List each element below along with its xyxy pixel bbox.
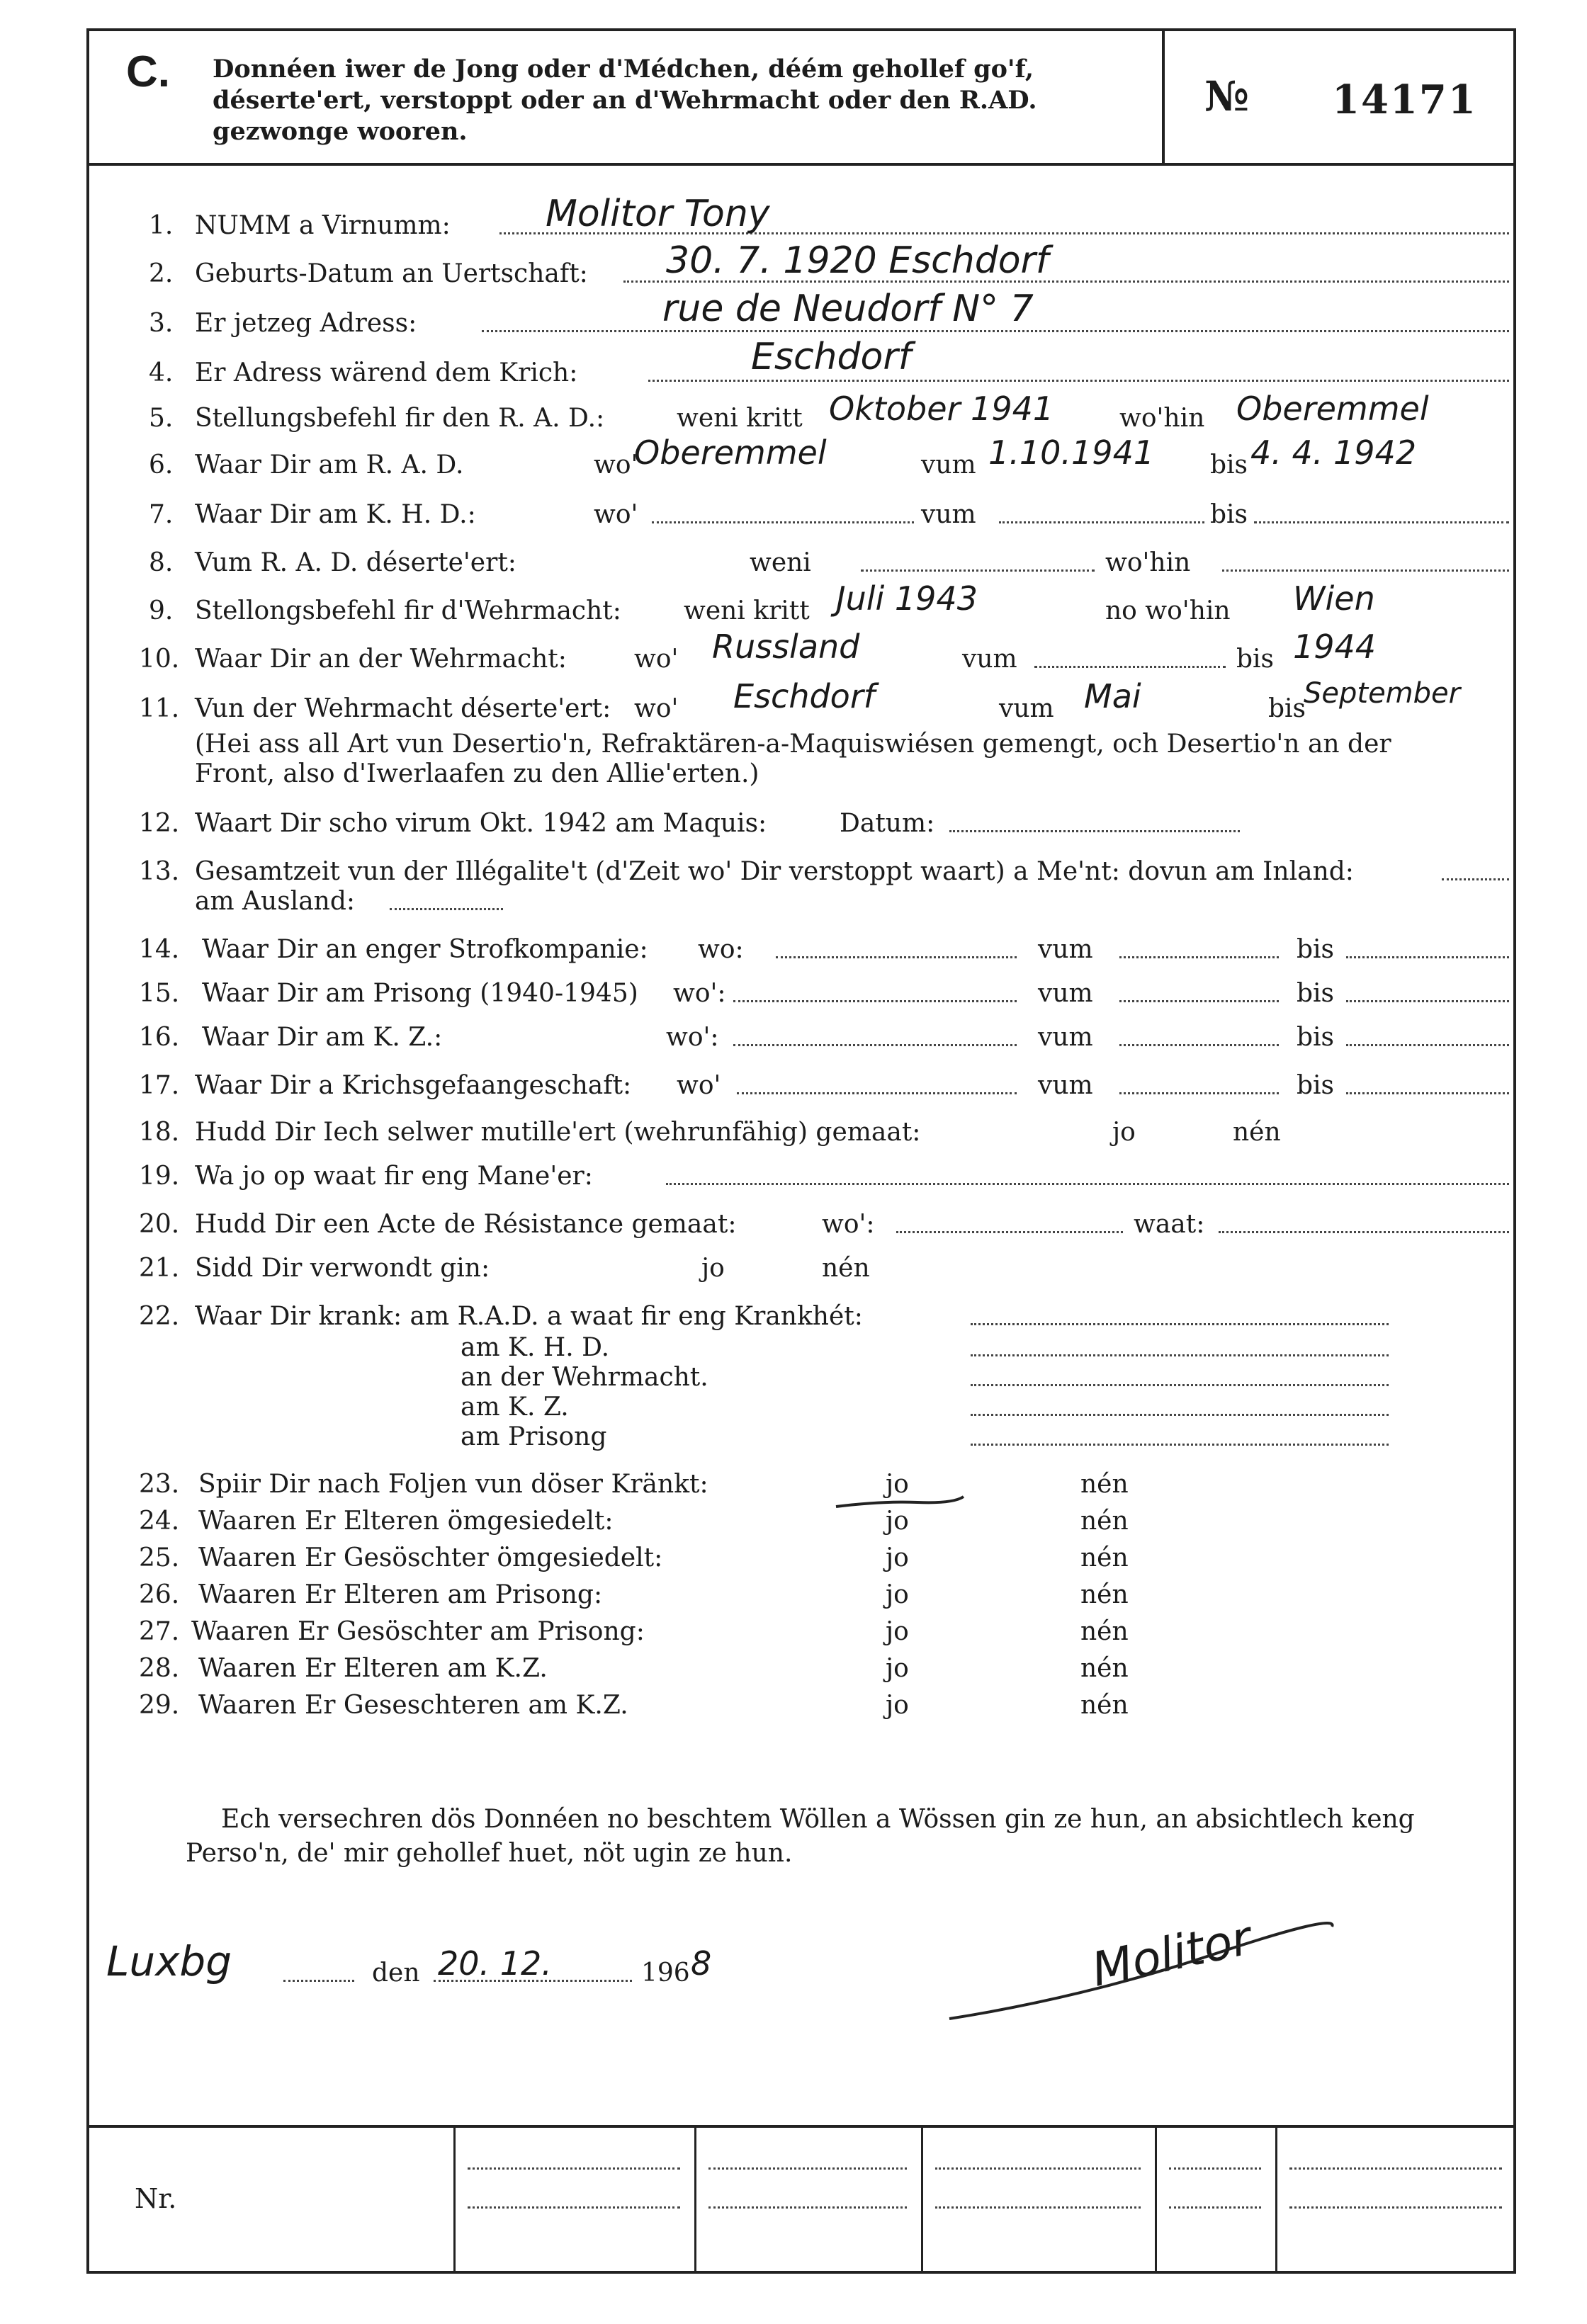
answer-desertion-to[interactable]: September xyxy=(1304,677,1461,710)
answer-line xyxy=(1219,1231,1509,1233)
item-label: Stellungsbefehl fir den R. A. D.: xyxy=(195,404,605,433)
item-number: 14. xyxy=(139,935,180,964)
wo-label: wo' xyxy=(677,1071,721,1100)
item-label: Hudd Dir Iech selwer mutille'ert (wehrunfähig) gemaat: xyxy=(195,1118,921,1147)
option-nen[interactable]: nén xyxy=(1080,1507,1129,1536)
weni-label: weni xyxy=(750,548,811,577)
section-letter: C. xyxy=(126,47,170,96)
option-jo[interactable]: jo xyxy=(1112,1118,1136,1147)
vum-label: vum xyxy=(921,500,976,529)
item-label: Waaren Er Gesöschter ömgesiedelt: xyxy=(198,1543,663,1572)
answer-line xyxy=(1222,569,1509,572)
answer-line xyxy=(482,330,1509,332)
answer-line xyxy=(1346,1044,1509,1046)
vum-label: vum xyxy=(921,450,976,480)
sick-sub-label: an der Wehrmacht. xyxy=(461,1363,708,1392)
wo-label: wo' xyxy=(634,694,679,723)
answer-line xyxy=(1346,1092,1509,1094)
item-number: 28. xyxy=(139,1654,180,1683)
answer-line xyxy=(1119,1000,1279,1002)
item-label: Waar Dir an der Wehrmacht: xyxy=(195,645,567,674)
weni-label: weni kritt xyxy=(684,596,810,625)
answer-name[interactable]: Molitor Tony xyxy=(546,193,770,235)
item-number: 27. xyxy=(139,1617,180,1646)
option-jo[interactable]: jo xyxy=(886,1543,909,1572)
item-label: Hudd Dir een Acte de Résistance gemaat: xyxy=(195,1210,737,1239)
bis-label: bis xyxy=(1297,1023,1335,1052)
item-number: 21. xyxy=(139,1254,180,1283)
answer-line xyxy=(1034,666,1226,668)
answer-line xyxy=(390,908,503,910)
footer-line xyxy=(468,2167,680,2170)
bis-label: bis xyxy=(1268,694,1306,723)
answer-line xyxy=(648,380,1509,382)
answer-line xyxy=(1254,521,1509,523)
footer-col-divider xyxy=(453,2125,456,2274)
answer-line xyxy=(1119,1092,1279,1094)
option-jo[interactable]: jo xyxy=(886,1507,909,1536)
number-sign: № xyxy=(1204,72,1250,120)
item-number: 7. xyxy=(149,500,174,529)
answer-rad-order-place[interactable]: Oberemmel xyxy=(1236,390,1429,428)
option-nen[interactable]: nén xyxy=(1080,1691,1129,1720)
answer-line xyxy=(861,569,1095,572)
answer-birth[interactable]: 30. 7. 1920 Eschdorf xyxy=(666,239,1049,282)
option-jo[interactable]: jo xyxy=(886,1617,909,1646)
item-number: 19. xyxy=(139,1162,180,1191)
vum-label: vum xyxy=(1038,979,1093,1008)
wo-label: wo': xyxy=(822,1210,875,1239)
wohin-label: wo'hin xyxy=(1119,404,1205,433)
item-label: Waar Dir am Prisong (1940-1945) xyxy=(202,979,638,1008)
footer-nr-label: Nr. xyxy=(135,2183,177,2214)
bis-label: bis xyxy=(1297,979,1335,1008)
item-number: 26. xyxy=(139,1580,180,1609)
answer-rad-order-date[interactable]: Oktober 1941 xyxy=(829,390,1054,428)
footer-line xyxy=(1169,2167,1261,2170)
weni-label: weni kritt xyxy=(677,404,803,433)
footer-line xyxy=(708,2167,907,2170)
form-number: 14171 xyxy=(1332,76,1477,123)
answer-line xyxy=(1442,878,1509,880)
signature-place[interactable]: Luxbg xyxy=(106,1937,232,1985)
item-label: Waar Dir a Krichsgefaangeschaft: xyxy=(195,1071,632,1100)
footer-col-divider xyxy=(921,2125,923,2274)
item-note: Front, also d'Iwerlaafen zu den Allie'erten.) xyxy=(195,759,759,788)
option-jo[interactable]: jo xyxy=(701,1254,725,1283)
footer-line xyxy=(1289,2206,1502,2209)
wo-label: wo': xyxy=(673,979,726,1008)
item-number: 12. xyxy=(139,809,180,838)
answer-line xyxy=(1119,956,1279,958)
answer-line xyxy=(1346,1000,1509,1002)
footer-col-divider xyxy=(1275,2125,1277,2274)
item-number: 6. xyxy=(149,450,174,480)
vum-label: vum xyxy=(1038,1071,1093,1100)
option-jo[interactable]: jo xyxy=(886,1470,909,1499)
item-label: Waar Dir am K. Z.: xyxy=(202,1023,443,1052)
item-note: (Hei ass all Art vun Desertio'n, Refraktären-a-Maquiswiésen gemengt, och Desertio'n an der xyxy=(195,730,1391,759)
year-prefix: 196 xyxy=(641,1959,690,1988)
wo-label: wo: xyxy=(698,935,744,964)
bis-label: bis xyxy=(1210,450,1248,480)
item-label: Waar Dir krank: am R.A.D. a waat fir eng Krankhét: xyxy=(195,1302,863,1331)
datum-label: Datum: xyxy=(840,809,935,838)
den-label: den xyxy=(372,1959,420,1988)
answer-line xyxy=(971,1354,1389,1356)
answer-wehrmacht-to[interactable]: 1944 xyxy=(1293,628,1377,666)
item-label: Waaren Er Gesöschter am Prisong: xyxy=(191,1617,645,1646)
option-nen[interactable]: nén xyxy=(1233,1118,1281,1147)
bis-label: bis xyxy=(1236,645,1275,674)
answer-line xyxy=(737,1092,1017,1094)
item-number: 13. xyxy=(139,857,180,886)
item-label: Wa jo op waat fir eng Mane'er: xyxy=(195,1162,593,1191)
answer-wehrmacht-order-date[interactable]: Juli 1943 xyxy=(836,579,978,618)
answer-line xyxy=(666,1183,1509,1185)
item-number: 9. xyxy=(149,596,174,625)
footer-line xyxy=(1169,2206,1261,2209)
answer-line xyxy=(949,830,1240,832)
answer-line xyxy=(971,1414,1389,1416)
option-jo[interactable]: jo xyxy=(886,1654,909,1683)
header-vertical-divider xyxy=(1162,28,1165,163)
footer-line xyxy=(935,2167,1141,2170)
declaration-text: Ech versechren dös Donnéen no beschtem Wöllen a Wössen gin ze hun, an absichtlech keng Perso'n, de' mir gehollef huet, nöt ugin ze hun. xyxy=(186,1805,1415,1868)
answer-rad-from[interactable]: 1.10.1941 xyxy=(988,433,1155,472)
option-nen[interactable]: nén xyxy=(822,1254,870,1283)
footer-table-top xyxy=(86,2125,1516,2128)
item-number: 24. xyxy=(139,1507,180,1536)
item-number: 11. xyxy=(139,694,180,723)
signature-stroke xyxy=(942,1912,1339,2040)
item-number: 15. xyxy=(139,979,180,1008)
answer-wehrmacht-place[interactable]: Russland xyxy=(712,628,860,666)
item-label: Geburts-Datum an Uertschaft: xyxy=(195,259,588,288)
wo-label: wo' xyxy=(634,645,679,674)
item-number: 25. xyxy=(139,1543,180,1572)
item-number: 5. xyxy=(149,404,174,433)
item-number: 20. xyxy=(139,1210,180,1239)
item-label: Stellongsbefehl fir d'Wehrmacht: xyxy=(195,596,621,625)
item-label: Waaren Er Elteren am Prisong: xyxy=(198,1580,603,1609)
answer-line xyxy=(896,1231,1123,1233)
answer-line xyxy=(971,1323,1389,1325)
wohin-label: no wo'hin xyxy=(1105,596,1231,625)
answer-line xyxy=(999,521,1204,523)
answer-wehrmacht-order-place[interactable]: Wien xyxy=(1293,579,1375,618)
item-label: Vun der Wehrmacht déserte'ert: xyxy=(195,694,611,723)
footer-line xyxy=(935,2206,1141,2209)
item-label: am Ausland: xyxy=(195,887,356,916)
footer-line xyxy=(468,2206,680,2209)
vum-label: vum xyxy=(1038,935,1093,964)
wo-label: wo' xyxy=(594,450,638,480)
answer-line xyxy=(776,956,1017,958)
option-jo[interactable]: jo xyxy=(886,1580,909,1609)
item-number: 23. xyxy=(139,1470,180,1499)
option-nen[interactable]: nén xyxy=(1080,1654,1129,1683)
item-number: 16. xyxy=(139,1023,180,1052)
item-number: 3. xyxy=(149,309,174,338)
vum-label: vum xyxy=(1038,1023,1093,1052)
footer-line xyxy=(708,2206,907,2209)
answer-line xyxy=(971,1384,1389,1386)
answer-line xyxy=(283,1980,354,1982)
bis-label: bis xyxy=(1297,935,1335,964)
signature-date[interactable]: 20. 12. xyxy=(438,1944,552,1983)
item-number: 4. xyxy=(149,358,174,387)
item-label: Vum R. A. D. déserte'ert: xyxy=(195,548,516,577)
answer-rad-place[interactable]: Oberemmel xyxy=(634,433,827,472)
footer-line xyxy=(1289,2167,1502,2170)
item-label: NUMM a Virnumm: xyxy=(195,211,451,240)
header-divider xyxy=(86,163,1516,166)
wo-label: wo' xyxy=(594,500,638,529)
item-number: 1. xyxy=(149,211,174,240)
answer-line xyxy=(733,1000,1017,1002)
answer-address[interactable]: rue de Neudorf N° 7 xyxy=(662,288,1034,330)
item-number: 10. xyxy=(139,645,180,674)
signature: Molitor xyxy=(1087,1910,1256,1997)
bis-label: bis xyxy=(1297,1071,1335,1100)
footer-col-divider xyxy=(694,2125,696,2274)
option-nen[interactable]: nén xyxy=(1080,1580,1129,1609)
sick-sub-label: am K. Z. xyxy=(461,1393,569,1422)
item-label: Sidd Dir verwondt gin: xyxy=(195,1254,490,1283)
vum-label: vum xyxy=(999,694,1054,723)
wohin-label: wo'hin xyxy=(1105,548,1191,577)
item-label: Waaren Er Geseschteren am K.Z. xyxy=(198,1691,628,1720)
bis-label: bis xyxy=(1210,500,1248,529)
item-number: 8. xyxy=(149,548,174,577)
item-number: 22. xyxy=(139,1302,180,1331)
item-number: 18. xyxy=(139,1118,180,1147)
answer-rad-to[interactable]: 4. 4. 1942 xyxy=(1250,433,1417,472)
answer-desertion-from[interactable]: Mai xyxy=(1084,677,1141,715)
answer-line xyxy=(1119,1044,1279,1046)
year-digit[interactable]: 8 xyxy=(691,1944,712,1983)
item-label: Waaren Er Elteren ömgesiedelt: xyxy=(198,1507,614,1536)
item-label: Waar Dir am K. H. D.: xyxy=(195,500,476,529)
wo-label: wo': xyxy=(666,1023,719,1052)
item-label: Spiir Dir nach Foljen vun döser Kränkt: xyxy=(198,1470,708,1499)
item-number: 2. xyxy=(149,259,174,288)
option-nen[interactable]: nén xyxy=(1080,1543,1129,1572)
answer-line xyxy=(1346,956,1509,958)
item-label: Er Adress wärend dem Krich: xyxy=(195,358,578,387)
answer-war-address[interactable]: Eschdorf xyxy=(751,336,912,378)
item-label: Er jetzeg Adress: xyxy=(195,309,417,338)
footer-col-divider xyxy=(1155,2125,1157,2274)
answer-desertion-place[interactable]: Eschdorf xyxy=(733,677,875,715)
form-title: Donnéen iwer de Jong oder d'Médchen, déém gehollef go'f, déserte'ert, verstoppt oder an d'Wehrmacht oder den R.AD. gezwonge wooren. xyxy=(213,55,1037,146)
item-label: Waar Dir an enger Strofkompanie: xyxy=(202,935,648,964)
waat-label: waat: xyxy=(1134,1210,1205,1239)
vum-label: vum xyxy=(962,645,1017,674)
item-number: 29. xyxy=(139,1691,180,1720)
item-label: Waart Dir scho virum Okt. 1942 am Maquis: xyxy=(195,809,767,838)
sick-sub-label: am K. H. D. xyxy=(461,1333,610,1362)
item-number: 17. xyxy=(139,1071,180,1100)
answer-line xyxy=(971,1444,1389,1446)
answer-line xyxy=(733,1044,1017,1046)
sick-sub-label: am Prisong xyxy=(461,1422,607,1451)
item-label: Gesamtzeit vun der Illégalite't (d'Zeit wo' Dir verstoppt waart) a Me'nt: dovun am Inland: xyxy=(195,857,1354,886)
item-label: Waaren Er Elteren am K.Z. xyxy=(198,1654,548,1683)
option-nen[interactable]: nén xyxy=(1080,1470,1129,1499)
item-label: Waar Dir am R. A. D. xyxy=(195,450,464,480)
answer-line xyxy=(652,521,914,523)
option-nen[interactable]: nén xyxy=(1080,1617,1129,1646)
option-jo[interactable]: jo xyxy=(886,1691,909,1720)
